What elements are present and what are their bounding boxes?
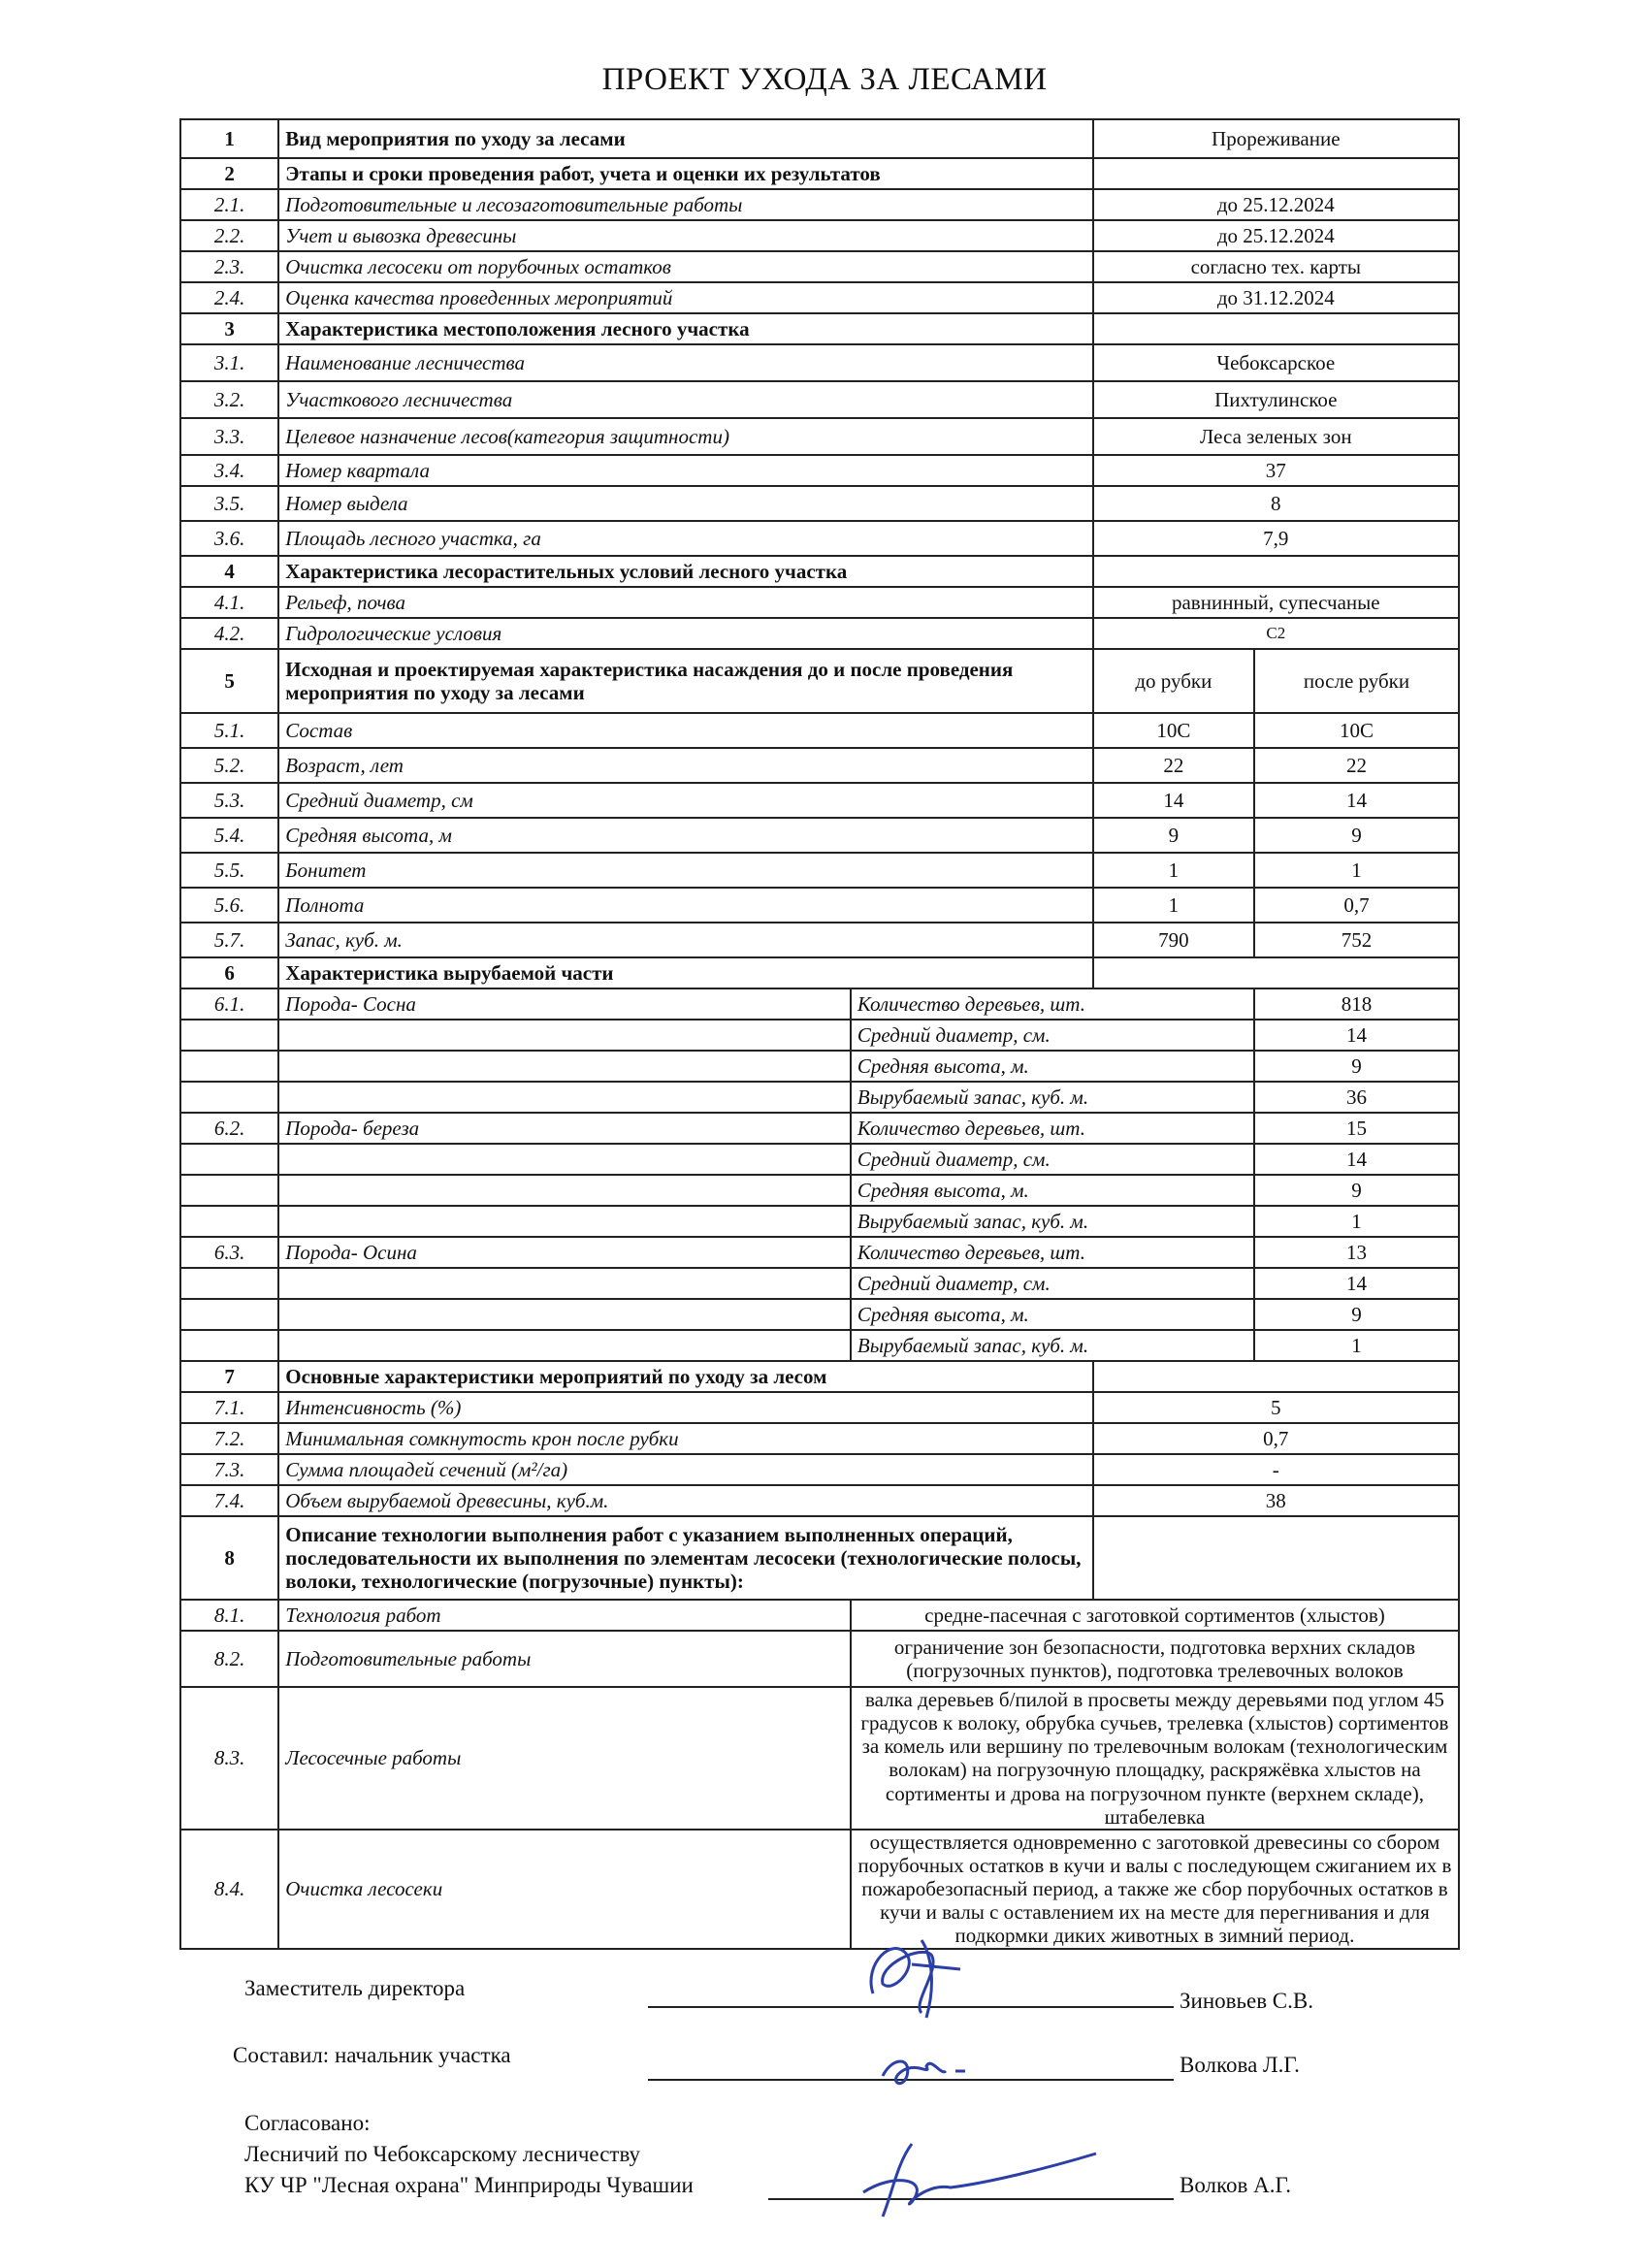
row-number: 8.1. <box>180 1600 278 1631</box>
section-label: Описание технологии выполнения работ с указанием выполненных операций, последовательности их выполнения по элементам лесосеки (технологические полосы, волоки, технологические (погрузочные) пункты): <box>278 1516 1092 1600</box>
compiled-name: Волкова Л.Г. <box>1180 2053 1300 2077</box>
section-number: 5 <box>180 649 278 713</box>
row-value: 14 <box>1254 1268 1459 1299</box>
row-number: 5.5. <box>180 853 278 888</box>
row-number: 5.2. <box>180 748 278 783</box>
row-number: 3.1. <box>180 344 278 381</box>
section-number: 7 <box>180 1361 278 1392</box>
row-label: Запас, куб. м. <box>278 923 1092 957</box>
row-label: Учет и вывозка древесины <box>278 220 1092 251</box>
row-label: Количество деревьев, шт. <box>851 988 1254 1020</box>
row-value: 38 <box>1093 1485 1459 1516</box>
row-number: 8.2. <box>180 1631 278 1687</box>
row-number: 3.3. <box>180 418 278 455</box>
row-label: Полнота <box>278 888 1092 923</box>
row-value: 37 <box>1093 455 1459 486</box>
row-value: 8 <box>1093 486 1459 521</box>
value-after: 1 <box>1254 853 1459 888</box>
value-before: 1 <box>1093 853 1254 888</box>
row-number: 8.3. <box>180 1687 278 1830</box>
row-value: 5 <box>1093 1392 1459 1423</box>
row-label: Средний диаметр, см. <box>851 1144 1254 1175</box>
row-description: валка деревьев б/пилой в просветы между деревьями под углом 45 градусов к волоку, обрубка сучьев, трелевка (хлыстов) сортиментов за комель или вершину по трелевочным волокам (технологическим волокам) на погрузочную площадку, раскряжёвка хлыстов на сортименты и дрова на погрузочном пункте (верхнем складе), штабелевка <box>851 1687 1459 1830</box>
row-value: Леса зеленых зон <box>1093 418 1459 455</box>
row-label: Рельеф, почва <box>278 587 1092 618</box>
row-number: 8.4. <box>180 1830 278 1949</box>
value-before: 22 <box>1093 748 1254 783</box>
column-header-before: до рубки <box>1093 649 1254 713</box>
value-before: 10С <box>1093 713 1254 748</box>
row-description: ограничение зон безопасности, подготовка верхних складов (погрузочных пунктов), подготовка трелевочных волоков <box>851 1631 1459 1687</box>
row-label: Средний диаметр, см. <box>851 1268 1254 1299</box>
row-number: 6.1. <box>180 988 278 1020</box>
row-value: до 25.12.2024 <box>1093 189 1459 220</box>
row-label: Сумма площадей сечений (м²/га) <box>278 1454 1092 1485</box>
value-after: 752 <box>1254 923 1459 957</box>
row-label: Средняя высота, м. <box>851 1051 1254 1082</box>
row-number: 2.2. <box>180 220 278 251</box>
row-label: Технология работ <box>278 1600 851 1631</box>
row-value: 14 <box>1254 1144 1459 1175</box>
row-value: 9 <box>1254 1175 1459 1206</box>
row-number: 4.1. <box>180 587 278 618</box>
row-number: 5.1. <box>180 713 278 748</box>
section-number: 6 <box>180 957 278 988</box>
row-label: Средняя высота, м. <box>851 1175 1254 1206</box>
value-before: 14 <box>1093 783 1254 818</box>
row-label: Интенсивность (%) <box>278 1392 1092 1423</box>
row-label: Гидрологические условия <box>278 618 1092 649</box>
deputy-name: Зиновьев С.В. <box>1180 1989 1313 2013</box>
row-value: 7,9 <box>1093 521 1459 556</box>
row-value: Пихтулинское <box>1093 381 1459 418</box>
row-label: Номер квартала <box>278 455 1092 486</box>
row-label: Количество деревьев, шт. <box>851 1237 1254 1268</box>
row-label: Средний диаметр, см. <box>851 1020 1254 1051</box>
value-before: 9 <box>1093 818 1254 853</box>
row-label: Минимальная сомкнутость крон после рубки <box>278 1423 1092 1454</box>
row-label: Количество деревьев, шт. <box>851 1113 1254 1144</box>
row-number: 5.7. <box>180 923 278 957</box>
compiled-title: Составил: начальник участка <box>233 2043 511 2067</box>
row-value: 9 <box>1254 1299 1459 1330</box>
column-header-after: после рубки <box>1254 649 1459 713</box>
row-value: 9 <box>1254 1051 1459 1082</box>
forester-name: Волков А.Г. <box>1180 2173 1291 2197</box>
deputy-title: Заместитель директора <box>244 1976 466 2000</box>
page-title: ПРОЕКТ УХОДА ЗА ЛЕСАМИ <box>601 62 1048 97</box>
section-number: 2 <box>180 158 278 189</box>
row-value: 0,7 <box>1093 1423 1459 1454</box>
value-before: 790 <box>1093 923 1254 957</box>
row-value: 14 <box>1254 1020 1459 1051</box>
row-number: 3.6. <box>180 521 278 556</box>
row-label: Оценка качества проведенных мероприятий <box>278 282 1092 313</box>
value-after: 14 <box>1254 783 1459 818</box>
row-label: Средняя высота, м. <box>851 1299 1254 1330</box>
forester-signature-icon <box>854 2134 1106 2221</box>
row-value: 36 <box>1254 1082 1459 1113</box>
species-name: Порода- Осина <box>278 1237 851 1268</box>
species-name: Порода- береза <box>278 1113 851 1144</box>
section-label: Этапы и сроки проведения работ, учета и оценки их результатов <box>278 158 1092 189</box>
row-label: Наименование лесничества <box>278 344 1092 381</box>
compiled-signature-icon <box>873 2047 980 2095</box>
row-number: 2.1. <box>180 189 278 220</box>
row-value: 1 <box>1254 1330 1459 1361</box>
row-label: Подготовительные и лесозаготовительные работы <box>278 189 1092 220</box>
value-after: 10С <box>1254 713 1459 748</box>
section-number: 8 <box>180 1516 278 1600</box>
row-number: 5.6. <box>180 888 278 923</box>
row-number: 7.2. <box>180 1423 278 1454</box>
row-description: средне-пасечная с заготовкой сортиментов (хлыстов) <box>851 1600 1459 1631</box>
row-number: 7.1. <box>180 1392 278 1423</box>
section-label: Характеристика вырубаемой части <box>278 957 1092 988</box>
row-description: осуществляется одновременно с заготовкой древесины со сбором порубочных остатков в кучи и валы с последующем сжиганием их в пожаробезопасный период, а также же сбор порубочных остатков в кучи и валы с оставлением их на месте для перегнивания и для подкормки диких животных в зимний период. <box>851 1830 1459 1949</box>
forester-title-line2: КУ ЧР "Лесная охрана" Минприроды Чувашии <box>244 2173 694 2197</box>
row-value: С2 <box>1093 618 1459 649</box>
row-label: Вырубаемый запас, куб. м. <box>851 1206 1254 1237</box>
row-number: 6.3. <box>180 1237 278 1268</box>
row-label: Вырубаемый запас, куб. м. <box>851 1330 1254 1361</box>
value-after: 9 <box>1254 818 1459 853</box>
row-number: 5.4. <box>180 818 278 853</box>
row-label: Средний диаметр, см <box>278 783 1092 818</box>
species-name: Порода- Сосна <box>278 988 851 1020</box>
row-number: 4.2. <box>180 618 278 649</box>
value-after: 22 <box>1254 748 1459 783</box>
row-label: Очистка лесосеки от порубочных остатков <box>278 251 1092 282</box>
section-number: 1 <box>180 119 278 158</box>
section-number: 3 <box>180 313 278 344</box>
row-value: Чебоксарское <box>1093 344 1459 381</box>
row-number: 7.4. <box>180 1485 278 1516</box>
row-number: 3.2. <box>180 381 278 418</box>
row-label: Состав <box>278 713 1092 748</box>
row-number: 3.5. <box>180 486 278 521</box>
agreed-label: Согласовано: <box>244 2111 371 2135</box>
row-label: Участкового лесничества <box>278 381 1092 418</box>
row-label: Средняя высота, м <box>278 818 1092 853</box>
row-value: - <box>1093 1454 1459 1485</box>
row-value: согласно тех. карты <box>1093 251 1459 282</box>
row-label: Номер выдела <box>278 486 1092 521</box>
row-label: Лесосечные работы <box>278 1687 851 1830</box>
section-label: Вид мероприятия по уходу за лесами <box>278 119 1092 158</box>
row-number: 2.3. <box>180 251 278 282</box>
deputy-signature-icon <box>854 1926 970 2023</box>
row-value: равнинный, супесчаные <box>1093 587 1459 618</box>
row-label: Подготовительные работы <box>278 1631 851 1687</box>
row-value: 13 <box>1254 1237 1459 1268</box>
row-label: Очистка лесосеки <box>278 1830 851 1949</box>
row-number: 3.4. <box>180 455 278 486</box>
row-value: 1 <box>1254 1206 1459 1237</box>
row-label: Возраст, лет <box>278 748 1092 783</box>
value-after: 0,7 <box>1254 888 1459 923</box>
forester-title-line1: Лесничий по Чебоксарскому лесничеству <box>244 2142 641 2166</box>
row-number: 7.3. <box>180 1454 278 1485</box>
section-label: Характеристика лесорастительных условий лесного участка <box>278 556 1092 587</box>
row-label: Объем вырубаемой древесины, куб.м. <box>278 1485 1092 1516</box>
row-value: 818 <box>1254 988 1459 1020</box>
row-value: до 25.12.2024 <box>1093 220 1459 251</box>
row-number: 5.3. <box>180 783 278 818</box>
section-label: Характеристика местоположения лесного участка <box>278 313 1092 344</box>
section-label: Исходная и проектируемая характеристика насаждения до и после проведения мероприятия по уходу за лесами <box>278 649 1092 713</box>
row-label: Вырубаемый запас, куб. м. <box>851 1082 1254 1113</box>
row-label: Целевое назначение лесов(категория защитности) <box>278 418 1092 455</box>
value-before: 1 <box>1093 888 1254 923</box>
row-number: 2.4. <box>180 282 278 313</box>
section-label: Основные характеристики мероприятий по уходу за лесом <box>278 1361 1092 1392</box>
section-number: 4 <box>180 556 278 587</box>
row-number: 6.2. <box>180 1113 278 1144</box>
row-value: 15 <box>1254 1113 1459 1144</box>
row-value: до 31.12.2024 <box>1093 282 1459 313</box>
row-label: Бонитет <box>278 853 1092 888</box>
activity-type-value: Прореживание <box>1093 119 1459 158</box>
row-label: Площадь лесного участка, га <box>278 521 1092 556</box>
